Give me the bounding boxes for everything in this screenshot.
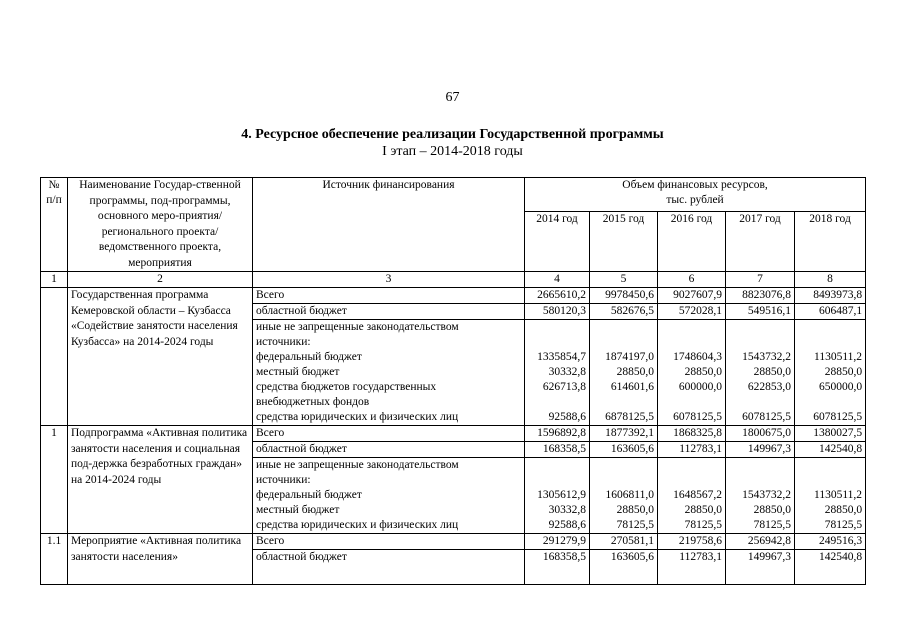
header-num: № п/п xyxy=(41,178,68,272)
amount-line xyxy=(528,458,586,473)
amount-line: 28850,0 xyxy=(753,504,791,516)
amount-line: 1335854,7 xyxy=(537,351,586,363)
amount-line: 28850,0 xyxy=(616,504,654,516)
amount-line xyxy=(661,458,722,473)
row-number: 1.1 xyxy=(41,534,68,585)
amount-line: 1748604,3 xyxy=(673,351,722,363)
amount-cell: 291279,9 xyxy=(525,534,590,550)
amount-line: 6078125,5 xyxy=(742,411,791,423)
table-row xyxy=(41,534,866,550)
column-number: 2 xyxy=(68,272,253,288)
page-number: 67 xyxy=(445,90,460,105)
amount-line: 626713,8 xyxy=(542,381,586,393)
header-year: 2014 год xyxy=(525,212,590,272)
amount-line: 1305612,9 xyxy=(537,489,586,501)
amount-line: 1130511,2 xyxy=(814,351,863,363)
amount-cell: 149967,3 xyxy=(726,442,795,458)
amount-cell: 168358,5 xyxy=(525,550,590,585)
amount-cell: 219758,6 xyxy=(658,534,726,550)
amount-line: 78125,5 xyxy=(824,519,863,531)
funding-source xyxy=(253,534,525,550)
funding-source-line: источники: xyxy=(256,336,311,348)
program-name: Государственная программа Кемеровской области – Кузбасса «Содействие занятости населения Кузбасса» на 2014-2024 годы xyxy=(68,288,253,426)
amount-cell xyxy=(726,458,795,534)
amount-line: 6878125,5 xyxy=(605,411,654,423)
amount-line: 78125,5 xyxy=(616,519,654,531)
amount-line xyxy=(593,335,654,350)
program-name: Подпрограмма «Активная политика занятости населения и социальная под-держка безработных граждан» на 2014-2024 годы xyxy=(68,426,253,534)
amount-cell: 149967,3 xyxy=(726,550,795,585)
funding-source xyxy=(253,320,525,426)
funding-source-line: средства бюджетов государственных xyxy=(256,381,437,393)
amount-line xyxy=(729,458,791,473)
amount-line: 92588,6 xyxy=(548,411,586,423)
amount-line xyxy=(798,473,862,488)
header-name: Наименование Государ-ственной программы, под-программы, основного меро-приятия/ регионального проекта/ ведомственного проекта, мероприятия xyxy=(68,178,253,272)
amount-cell xyxy=(525,458,590,534)
column-number: 7 xyxy=(726,272,795,288)
amount-line xyxy=(661,395,722,410)
header-volume-line1: Объем финансовых ресурсов, xyxy=(622,179,768,191)
amount-line xyxy=(593,473,654,488)
amount-line: 622853,0 xyxy=(747,381,791,393)
amount-line xyxy=(798,395,862,410)
funding-source-line: иные не запрещенные законодательством xyxy=(256,321,459,333)
amount-cell: 168358,5 xyxy=(525,442,590,458)
amount-cell: 112783,1 xyxy=(658,442,726,458)
amount-line xyxy=(528,335,586,350)
amount-line xyxy=(528,473,586,488)
header-volume xyxy=(525,178,866,212)
amount-line xyxy=(593,320,654,335)
funding-source-line: Всего xyxy=(256,289,285,301)
amount-cell xyxy=(658,320,726,426)
header-volume-line2: тыс. рублей xyxy=(666,194,724,206)
resource-table xyxy=(40,177,866,585)
amount-line: 30332,8 xyxy=(548,366,586,378)
amount-line: 28850,0 xyxy=(824,366,863,378)
amount-cell xyxy=(795,458,866,534)
program-name: Мероприятие «Активная политика занятости населения» xyxy=(68,534,253,585)
amount-line: 1543732,2 xyxy=(742,489,791,501)
amount-line: 92588,6 xyxy=(548,519,586,531)
amount-line: 28850,0 xyxy=(684,366,722,378)
column-number: 8 xyxy=(795,272,866,288)
funding-source xyxy=(253,550,525,585)
funding-source xyxy=(253,304,525,320)
amount-cell xyxy=(795,320,866,426)
amount-cell xyxy=(590,320,658,426)
amount-cell: 580120,3 xyxy=(525,304,590,320)
funding-source xyxy=(253,458,525,534)
header-year: 2016 год xyxy=(658,212,726,272)
funding-source-line: иные не запрещенные законодательством xyxy=(256,459,459,471)
column-number: 5 xyxy=(590,272,658,288)
amount-line: 600000,0 xyxy=(678,381,722,393)
amount-cell xyxy=(726,320,795,426)
amount-line xyxy=(729,320,791,335)
amount-cell: 142540,8 xyxy=(795,442,866,458)
table-row xyxy=(41,288,866,304)
amount-line: 650000,0 xyxy=(818,381,863,393)
amount-line xyxy=(798,458,862,473)
funding-source-line: областной бюджет xyxy=(256,305,347,317)
amount-cell: 163605,6 xyxy=(590,550,658,585)
amount-cell: 1800675,0 xyxy=(726,426,795,442)
amount-cell: 1596892,8 xyxy=(525,426,590,442)
amount-cell: 572028,1 xyxy=(658,304,726,320)
amount-line: 30332,8 xyxy=(548,504,586,516)
amount-line: 1648567,2 xyxy=(673,489,722,501)
document-subtitle: I этап – 2014-2018 годы xyxy=(382,144,523,159)
column-number: 6 xyxy=(658,272,726,288)
funding-source-line: средства юридических и физических лиц xyxy=(256,411,459,423)
amount-cell: 249516,3 xyxy=(795,534,866,550)
amount-line: 28850,0 xyxy=(824,504,863,516)
funding-source-line: средства юридических и физических лиц xyxy=(256,519,459,531)
amount-line: 1606811,0 xyxy=(605,489,654,501)
amount-cell: 142540,8 xyxy=(795,550,866,585)
amount-cell: 549516,1 xyxy=(726,304,795,320)
amount-line: 28850,0 xyxy=(684,504,722,516)
amount-line xyxy=(661,320,722,335)
amount-line: 78125,5 xyxy=(753,519,791,531)
amount-line xyxy=(729,473,791,488)
amount-line xyxy=(661,473,722,488)
column-number: 4 xyxy=(525,272,590,288)
amount-line xyxy=(528,320,586,335)
amount-cell: 8493973,8 xyxy=(795,288,866,304)
amount-cell xyxy=(590,458,658,534)
amount-cell: 582676,5 xyxy=(590,304,658,320)
amount-line xyxy=(798,320,862,335)
amount-line: 1130511,2 xyxy=(814,489,863,501)
amount-line: 78125,5 xyxy=(684,519,722,531)
amount-line: 6078125,5 xyxy=(813,411,863,423)
funding-source xyxy=(253,442,525,458)
amount-cell: 1380027,5 xyxy=(795,426,866,442)
amount-line: 28850,0 xyxy=(616,366,654,378)
amount-cell: 606487,1 xyxy=(795,304,866,320)
amount-line xyxy=(661,335,722,350)
funding-source-line: внебюджетных фондов xyxy=(256,396,370,408)
row-number xyxy=(41,288,68,426)
header-year: 2017 год xyxy=(726,212,795,272)
amount-cell: 9978450,6 xyxy=(590,288,658,304)
header-year: 2018 год xyxy=(795,212,866,272)
header-year: 2015 год xyxy=(590,212,658,272)
funding-source-line: местный бюджет xyxy=(256,366,340,378)
amount-cell xyxy=(525,320,590,426)
amount-line: 1543732,2 xyxy=(742,351,791,363)
amount-cell: 9027607,9 xyxy=(658,288,726,304)
row-number: 1 xyxy=(41,426,68,534)
amount-line xyxy=(593,458,654,473)
amount-cell: 163605,6 xyxy=(590,442,658,458)
amount-cell: 256942,8 xyxy=(726,534,795,550)
funding-source-line: Всего xyxy=(256,427,285,439)
funding-source-line: местный бюджет xyxy=(256,504,340,516)
amount-line: 6078125,5 xyxy=(673,411,722,423)
amount-line xyxy=(729,335,791,350)
amount-line: 28850,0 xyxy=(753,366,791,378)
funding-source-line: федеральный бюджет xyxy=(256,351,362,363)
amount-cell: 8823076,8 xyxy=(726,288,795,304)
amount-line xyxy=(729,395,791,410)
amount-cell: 2665610,2 xyxy=(525,288,590,304)
funding-source-line: Всего xyxy=(256,535,285,547)
amount-line xyxy=(798,335,862,350)
amount-line: 614601,6 xyxy=(610,381,654,393)
table-row xyxy=(41,426,866,442)
amount-cell: 112783,1 xyxy=(658,550,726,585)
amount-line xyxy=(593,395,654,410)
amount-line: 1874197,0 xyxy=(605,351,654,363)
amount-cell: 1868325,8 xyxy=(658,426,726,442)
funding-source xyxy=(253,426,525,442)
document-title: 4. Ресурсное обеспечение реализации Государственной программы xyxy=(241,127,664,142)
amount-cell xyxy=(658,458,726,534)
funding-source-line: федеральный бюджет xyxy=(256,489,362,501)
amount-cell: 1877392,1 xyxy=(590,426,658,442)
funding-source xyxy=(253,288,525,304)
funding-source-line: областной бюджет xyxy=(256,443,347,455)
funding-source-line: источники: xyxy=(256,474,311,486)
column-number: 3 xyxy=(253,272,525,288)
funding-source-line: областной бюджет xyxy=(256,551,347,563)
amount-line xyxy=(528,395,586,410)
column-number: 1 xyxy=(41,272,68,288)
header-source: Источник финансирования xyxy=(253,178,525,272)
amount-cell: 270581,1 xyxy=(590,534,658,550)
